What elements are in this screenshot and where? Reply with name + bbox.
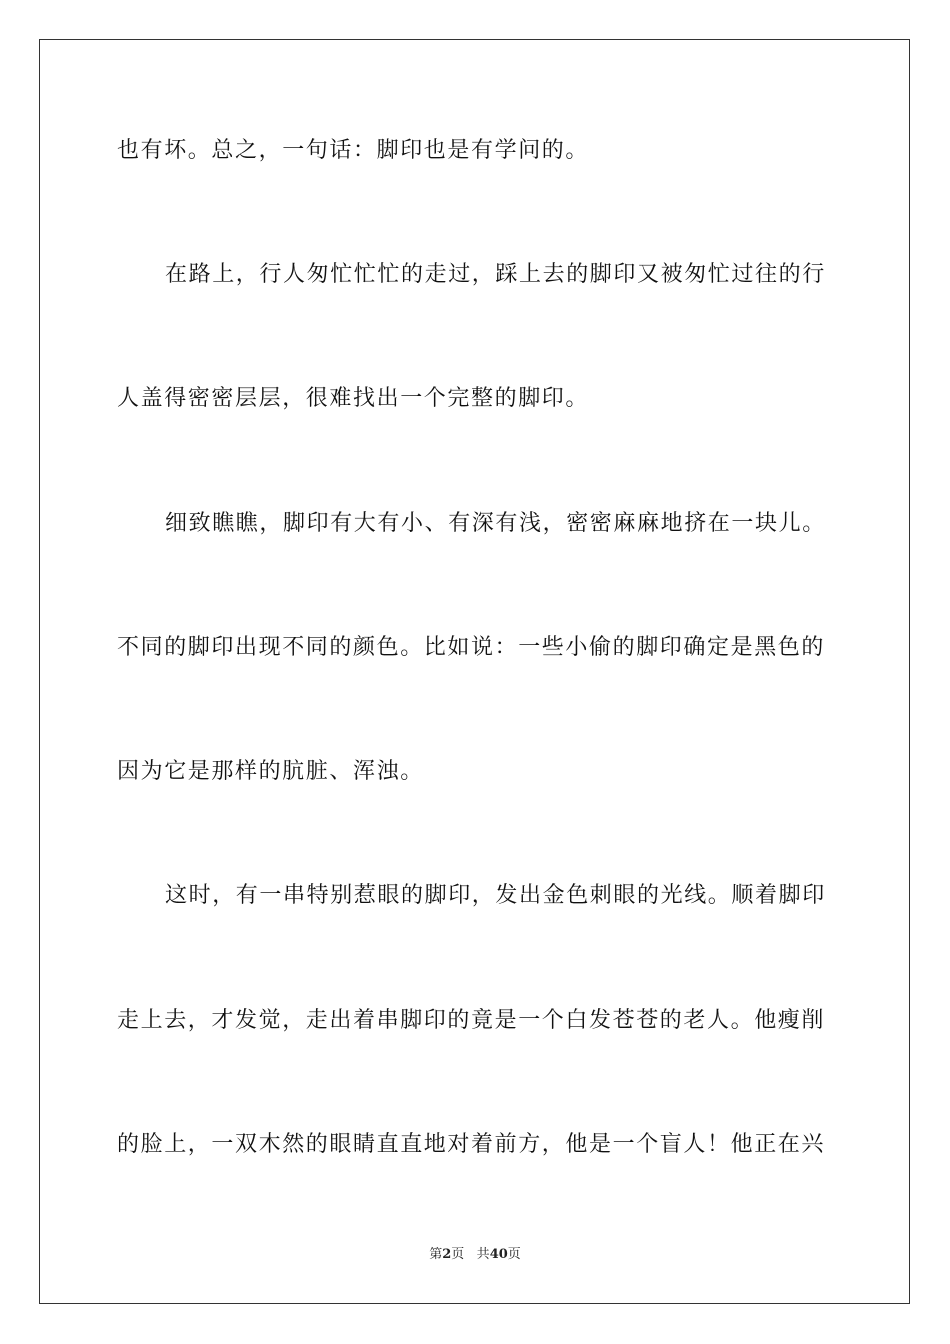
text-line: 在路上，行人匆忙忙忙的走过，踩上去的脚印又被匆忙过往的行 (165, 262, 826, 287)
text-line: 的脸上，一双木然的眼睛直直地对着前方，他是一个盲人！他正在兴 (117, 1132, 826, 1157)
text-line: 走上去，才发觉，走出着串脚印的竟是一个白发苍苍的老人。他瘦削 (117, 1008, 826, 1033)
footer-page-suffix: 页 (451, 1247, 465, 1262)
text-line: 这时，有一串特别惹眼的脚印，发出金色刺眼的光线。顺着脚印 (165, 883, 826, 908)
text-line: 不同的脚印出现不同的颜色。比如说：一些小偷的脚印确定是黑色的 (117, 635, 826, 660)
footer-prefix: 第 (429, 1247, 443, 1262)
page-border (39, 39, 910, 1304)
page-footer (0, 1246, 950, 1264)
text-line: 也有坏。总之，一句话：脚印也是有学问的。 (117, 138, 590, 163)
text-line: 细致瞧瞧，脚印有大有小、有深有浅，密密麻麻地挤在一块儿。 (165, 511, 826, 536)
total-page-count: 40 (489, 1247, 508, 1262)
footer-total-suffix: 页 (507, 1247, 521, 1262)
text-line: 因为它是那样的肮脏、浑浊。 (117, 759, 424, 784)
footer-total-prefix: 共 (476, 1247, 490, 1262)
current-page-number: 2 (442, 1247, 452, 1262)
text-line: 人盖得密密层层，很难找出一个完整的脚印。 (117, 386, 590, 411)
